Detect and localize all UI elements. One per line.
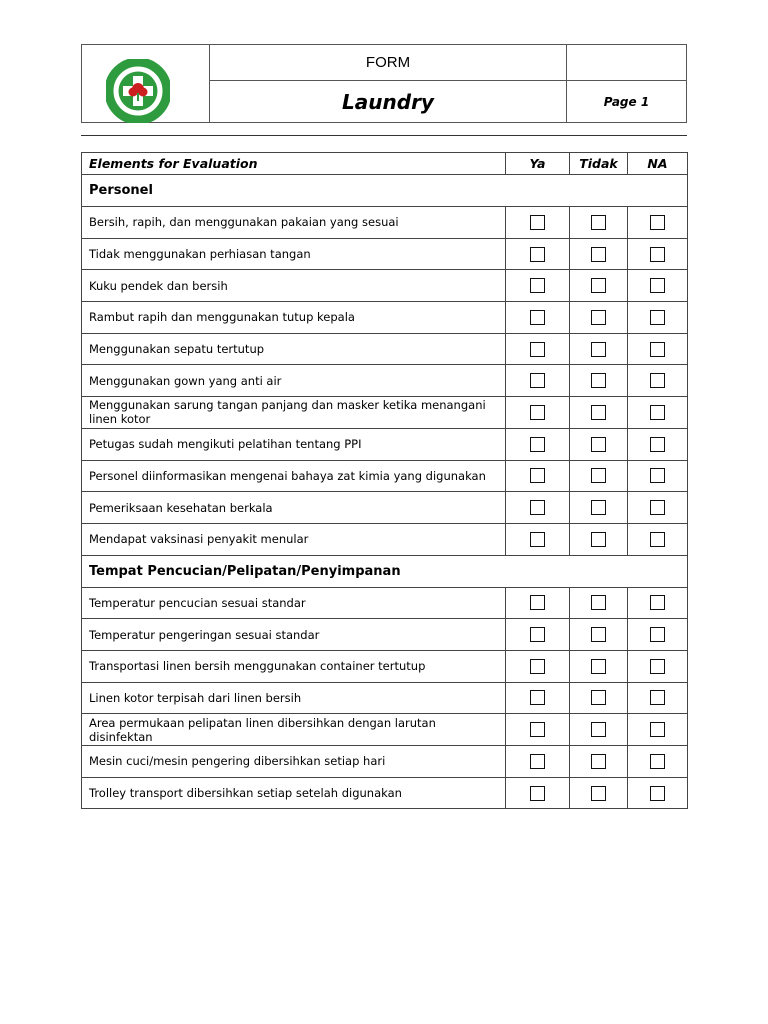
table-row bbox=[82, 207, 688, 239]
evaluation-item: Rambut rapih dan menggunakan tutup kepala bbox=[82, 302, 506, 333]
checkbox-tidak[interactable] bbox=[591, 500, 606, 515]
evaluation-item: Temperatur pencucian sesuai standar bbox=[82, 588, 506, 619]
checkbox-na[interactable] bbox=[650, 405, 665, 420]
checkbox-tidak-cell bbox=[570, 207, 628, 238]
checkbox-ya-cell bbox=[506, 651, 570, 682]
checkbox-tidak[interactable] bbox=[591, 405, 606, 420]
checkbox-ya-cell bbox=[506, 429, 570, 460]
checkbox-na[interactable] bbox=[650, 437, 665, 452]
checkbox-ya[interactable] bbox=[530, 690, 545, 705]
checkbox-na[interactable] bbox=[650, 215, 665, 230]
checkbox-tidak-cell bbox=[570, 461, 628, 492]
checkbox-ya-cell bbox=[506, 207, 570, 238]
checkbox-na-cell bbox=[628, 778, 688, 809]
checkbox-tidak[interactable] bbox=[591, 595, 606, 610]
form-label: FORM bbox=[210, 45, 567, 80]
section-row bbox=[82, 556, 688, 588]
checkbox-na-cell bbox=[628, 714, 688, 745]
checkbox-ya[interactable] bbox=[530, 437, 545, 452]
section-title: Personel bbox=[89, 183, 153, 198]
evaluation-item: Linen kotor terpisah dari linen bersih bbox=[82, 683, 506, 714]
checkbox-na-cell bbox=[628, 207, 688, 238]
checkbox-na-cell bbox=[628, 492, 688, 523]
checkbox-na-cell bbox=[628, 334, 688, 365]
checkbox-na-cell bbox=[628, 651, 688, 682]
table-row bbox=[82, 588, 688, 620]
evaluation-item: Bersih, rapih, dan menggunakan pakaian yang sesuai bbox=[82, 207, 506, 238]
checkbox-tidak[interactable] bbox=[591, 468, 606, 483]
checkbox-ya-cell bbox=[506, 334, 570, 365]
checkbox-na-cell bbox=[628, 683, 688, 714]
evaluation-item: Personel diinformasikan mengenai bahaya zat kimia yang digunakan bbox=[82, 461, 506, 492]
table-row bbox=[82, 746, 688, 778]
checkbox-ya[interactable] bbox=[530, 342, 545, 357]
checkbox-tidak-cell bbox=[570, 397, 628, 428]
page-number: Page 1 bbox=[603, 94, 650, 109]
table-row bbox=[82, 302, 688, 334]
checkbox-ya-cell bbox=[506, 492, 570, 523]
checkbox-ya[interactable] bbox=[530, 659, 545, 674]
checkbox-na-cell bbox=[628, 365, 688, 396]
table-row bbox=[82, 429, 688, 461]
checkbox-tidak-cell bbox=[570, 619, 628, 650]
checkbox-na[interactable] bbox=[650, 722, 665, 737]
checkbox-na[interactable] bbox=[650, 373, 665, 388]
table-row bbox=[82, 270, 688, 302]
checkbox-na-cell bbox=[628, 270, 688, 301]
checkbox-na-cell bbox=[628, 524, 688, 555]
checkbox-tidak[interactable] bbox=[591, 690, 606, 705]
checkbox-na-cell bbox=[628, 302, 688, 333]
evaluation-item: Petugas sudah mengikuti pelatihan tentang PPI bbox=[82, 429, 506, 460]
checkbox-na[interactable] bbox=[650, 754, 665, 769]
checkbox-ya[interactable] bbox=[530, 500, 545, 515]
table-row bbox=[82, 334, 688, 366]
checkbox-ya-cell bbox=[506, 270, 570, 301]
checkbox-tidak[interactable] bbox=[591, 247, 606, 262]
evaluation-item: Kuku pendek dan bersih bbox=[82, 270, 506, 301]
evaluation-item: Transportasi linen bersih menggunakan container tertutup bbox=[82, 651, 506, 682]
checkbox-na[interactable] bbox=[650, 595, 665, 610]
table-row bbox=[82, 619, 688, 651]
checkbox-na[interactable] bbox=[650, 627, 665, 642]
checkbox-ya-cell bbox=[506, 683, 570, 714]
checkbox-ya[interactable] bbox=[530, 595, 545, 610]
checkbox-tidak-cell bbox=[570, 651, 628, 682]
checkbox-ya[interactable] bbox=[530, 722, 545, 737]
checkbox-ya[interactable] bbox=[530, 373, 545, 388]
header-divider bbox=[81, 135, 687, 136]
checkbox-ya[interactable] bbox=[530, 215, 545, 230]
section-row bbox=[82, 175, 688, 207]
checkbox-na[interactable] bbox=[650, 500, 665, 515]
checkbox-ya[interactable] bbox=[530, 405, 545, 420]
checkbox-ya[interactable] bbox=[530, 786, 545, 801]
checkbox-tidak[interactable] bbox=[591, 437, 606, 452]
evaluation-item: Temperatur pengeringan sesuai standar bbox=[82, 619, 506, 650]
section-title: Tempat Pencucian/Pelipatan/Penyimpanan bbox=[89, 563, 401, 579]
table-row bbox=[82, 461, 688, 493]
table-row bbox=[82, 714, 688, 746]
header-row-title bbox=[210, 81, 686, 122]
table-row bbox=[82, 365, 688, 397]
evaluation-table bbox=[81, 152, 688, 809]
hospital-logo bbox=[106, 59, 170, 123]
checkbox-tidak-cell bbox=[570, 302, 628, 333]
table-row bbox=[82, 239, 688, 271]
col-header-na: NA bbox=[628, 153, 688, 174]
checkbox-tidak-cell bbox=[570, 365, 628, 396]
table-row bbox=[82, 524, 688, 556]
col-header-ya: Ya bbox=[506, 153, 570, 174]
checkbox-tidak-cell bbox=[570, 683, 628, 714]
col-header-tidak: Tidak bbox=[570, 153, 628, 174]
evaluation-item: Mesin cuci/mesin pengering dibersihkan setiap hari bbox=[82, 746, 506, 777]
checkbox-ya-cell bbox=[506, 588, 570, 619]
evaluation-item: Menggunakan sarung tangan panjang dan masker ketika menangani linen kotor bbox=[82, 397, 506, 428]
col-header-elements: Elements for Evaluation bbox=[82, 153, 506, 174]
checkbox-ya-cell bbox=[506, 365, 570, 396]
checkbox-ya[interactable] bbox=[530, 532, 545, 547]
checkbox-tidak[interactable] bbox=[591, 532, 606, 547]
checkbox-na[interactable] bbox=[650, 278, 665, 293]
checkbox-na-cell bbox=[628, 397, 688, 428]
checkbox-na-cell bbox=[628, 619, 688, 650]
checkbox-ya-cell bbox=[506, 619, 570, 650]
checkbox-na-cell bbox=[628, 588, 688, 619]
checkbox-tidak-cell bbox=[570, 492, 628, 523]
checkbox-tidak-cell bbox=[570, 778, 628, 809]
checkbox-na[interactable] bbox=[650, 532, 665, 547]
evaluation-item: Menggunakan sepatu tertutup bbox=[82, 334, 506, 365]
logo-cell bbox=[82, 45, 210, 122]
checkbox-ya-cell bbox=[506, 746, 570, 777]
checkbox-tidak[interactable] bbox=[591, 310, 606, 325]
checkbox-ya-cell bbox=[506, 239, 570, 270]
evaluation-item: Trolley transport dibersihkan setiap setelah digunakan bbox=[82, 778, 506, 809]
checkbox-tidak[interactable] bbox=[591, 215, 606, 230]
checkbox-ya[interactable] bbox=[530, 278, 545, 293]
checkbox-ya[interactable] bbox=[530, 754, 545, 769]
checkbox-na[interactable] bbox=[650, 786, 665, 801]
checkbox-tidak-cell bbox=[570, 334, 628, 365]
form-header bbox=[81, 44, 687, 123]
checkbox-tidak[interactable] bbox=[591, 627, 606, 642]
checkbox-na[interactable] bbox=[650, 468, 665, 483]
form-title: Laundry bbox=[210, 81, 567, 122]
checkbox-ya-cell bbox=[506, 397, 570, 428]
checkbox-ya[interactable] bbox=[530, 468, 545, 483]
checkbox-na[interactable] bbox=[650, 690, 665, 705]
checkbox-na[interactable] bbox=[650, 659, 665, 674]
checkbox-tidak[interactable] bbox=[591, 722, 606, 737]
checkbox-ya[interactable] bbox=[530, 627, 545, 642]
evaluation-item: Mendapat vaksinasi penyakit menular bbox=[82, 524, 506, 555]
table-row bbox=[82, 651, 688, 683]
checkbox-tidak-cell bbox=[570, 270, 628, 301]
checkbox-na-cell bbox=[628, 461, 688, 492]
evaluation-item: Tidak menggunakan perhiasan tangan bbox=[82, 239, 506, 270]
checkbox-ya[interactable] bbox=[530, 247, 545, 262]
checkbox-na-cell bbox=[628, 429, 688, 460]
table-row bbox=[82, 683, 688, 715]
table-row bbox=[82, 778, 688, 810]
evaluation-item: Pemeriksaan kesehatan berkala bbox=[82, 492, 506, 523]
checkbox-tidak-cell bbox=[570, 429, 628, 460]
checkbox-na-cell bbox=[628, 239, 688, 270]
checkbox-na[interactable] bbox=[650, 247, 665, 262]
checkbox-tidak[interactable] bbox=[591, 278, 606, 293]
checkbox-tidak[interactable] bbox=[591, 342, 606, 357]
checkbox-tidak[interactable] bbox=[591, 373, 606, 388]
checkbox-ya-cell bbox=[506, 302, 570, 333]
table-row bbox=[82, 397, 688, 429]
checkbox-ya[interactable] bbox=[530, 310, 545, 325]
header-row-form bbox=[210, 45, 686, 81]
table-header-row bbox=[82, 153, 688, 175]
checkbox-tidak-cell bbox=[570, 746, 628, 777]
checkbox-ya-cell bbox=[506, 461, 570, 492]
evaluation-item: Area permukaan pelipatan linen dibersihkan dengan larutan disinfektan bbox=[82, 714, 506, 745]
checkbox-tidak-cell bbox=[570, 524, 628, 555]
table-row bbox=[82, 492, 688, 524]
checkbox-na[interactable] bbox=[650, 310, 665, 325]
checkbox-ya-cell bbox=[506, 524, 570, 555]
checkbox-ya-cell bbox=[506, 778, 570, 809]
checkbox-tidak-cell bbox=[570, 588, 628, 619]
evaluation-item: Menggunakan gown yang anti air bbox=[82, 365, 506, 396]
checkbox-tidak[interactable] bbox=[591, 754, 606, 769]
checkbox-na-cell bbox=[628, 746, 688, 777]
checkbox-tidak-cell bbox=[570, 239, 628, 270]
checkbox-tidak-cell bbox=[570, 714, 628, 745]
checkbox-tidak[interactable] bbox=[591, 659, 606, 674]
checkbox-tidak[interactable] bbox=[591, 786, 606, 801]
checkbox-na[interactable] bbox=[650, 342, 665, 357]
checkbox-ya-cell bbox=[506, 714, 570, 745]
